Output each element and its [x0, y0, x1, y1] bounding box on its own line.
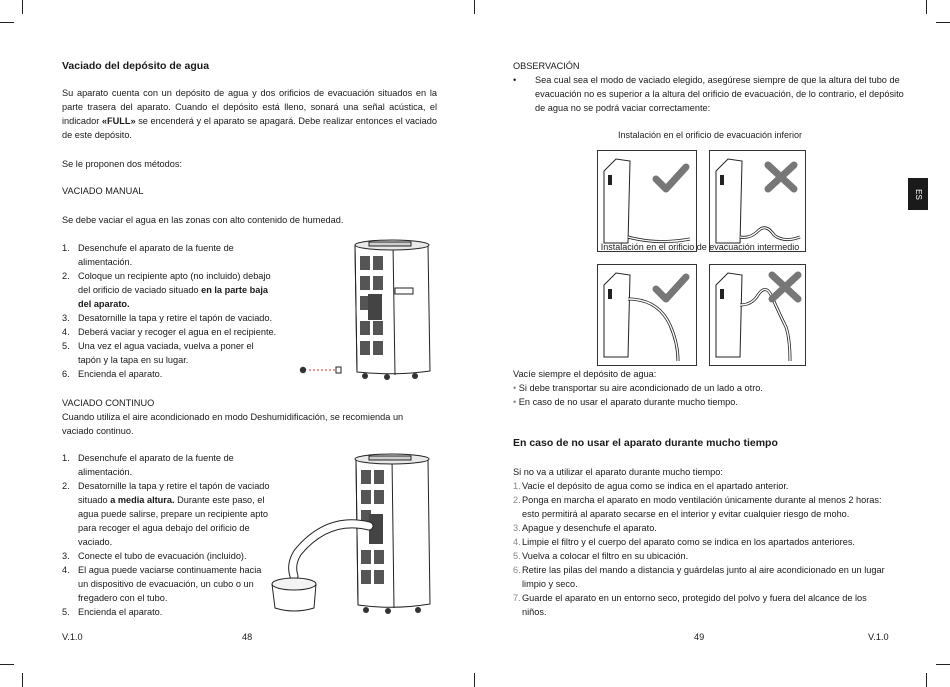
- diagram-svg: [710, 265, 805, 365]
- list-item: 4. El agua puede vaciarse continuamente hacia un dispositivo de evacuación, un cubo o un fregadero con el tubo.: [62, 565, 262, 603]
- list-item: 2. Coloque un recipiente apto (no incluido) debajo del orificio de vaciado situado en la parte baja del aparato.: [62, 271, 271, 309]
- list-item: 5. Vuelva a colocar el filtro en su ubicación.: [513, 551, 689, 561]
- list-item: 3. Conecte el tubo de evacuación (incluido).: [62, 551, 247, 561]
- caption-middle-drain: Instalación en el orificio de evacuación intermedio: [600, 242, 800, 252]
- incorrect-middle-drain-diagram: [709, 264, 806, 366]
- correct-middle-drain-diagram: [597, 264, 697, 366]
- always-empty-list: [513, 381, 891, 409]
- continuous-title: VACIADO CONTINUO: [62, 398, 155, 408]
- page-number: 49: [694, 632, 705, 642]
- ac-unit-manual-drain-illustration: [295, 236, 445, 386]
- ac-unit-continuous-drain-illustration: [268, 452, 448, 617]
- diagram-svg: [710, 151, 805, 251]
- list-item: 5. Encienda el aparato.: [62, 607, 163, 617]
- cross-icon: [768, 165, 794, 189]
- crop-mark: [936, 664, 950, 665]
- methods-text: Se le proponen dos métodos:: [62, 159, 183, 169]
- crop-mark: [926, 0, 927, 14]
- correct-lower-drain-diagram: [597, 150, 697, 252]
- full-indicator-label: «FULL»: [101, 116, 136, 126]
- list-item: 1. Desenchufe el aparato de la fuente de alimentación.: [62, 243, 234, 267]
- continuous-steps: [62, 451, 274, 619]
- observation-title: OBSERVACIÓN: [513, 61, 580, 71]
- check-icon: [656, 277, 686, 299]
- crop-mark: [22, 0, 23, 14]
- list-item: 4. Limpie el filtro y el cuerpo del aparato como se indica en los apartados anteriores.: [513, 537, 855, 547]
- list-item: 6. Retire las pilas del mando a distancia y guárdelas junto al aire acondicionado en un lugar limpio y seco.: [513, 565, 885, 589]
- list-item: 2. Desatornille la tapa y retire el tapón de vaciado situado a media altura. Durante este paso, el agua puede salirse, prepare un recipiente apto para recoger el agua debajo del orificio de vaciado.: [62, 481, 270, 547]
- observation-bullet: • Sea cual sea el modo de vaciado elegido, asegúrese siempre de que la altura del tubo de evacuación no es superior a la altura del orificio de evacuación, de lo contrario, el depósito de agua no se podrá vaciar correctamente:: [513, 75, 904, 113]
- list-item: 2. Ponga en marcha el aparato en modo ventilación únicamente durante al menos 2 horas: esto permitirá al aparato secarse en el interior y evitar cualquier riesgo de moho.: [513, 495, 882, 519]
- language-tab: ES: [908, 178, 928, 210]
- list-item: • En caso de no usar el aparato durante mucho tiempo.: [513, 397, 738, 407]
- incorrect-lower-drain-diagram: [709, 150, 806, 252]
- check-icon: [656, 167, 686, 189]
- crop-mark: [474, 673, 475, 687]
- footer-version: V.1.0: [62, 632, 83, 642]
- caption-lower-drain: Instalación en el orificio de evacuación inferior: [617, 130, 803, 140]
- list-item: 3. Desatornille la tapa y retire el tapón de vaciado.: [62, 313, 273, 323]
- crop-mark: [22, 673, 23, 687]
- intro-text: Su aparato cuenta con un depósito de agua y dos orificios de evacuación situados en la parte trasera del aparato. Cuando el depósito está lleno, sonará una señal acústica, el indicador: [62, 88, 437, 126]
- intro-text: se encenderá y el aparato se apagará. Debe realizar entonces el vaciado de este depósito.: [62, 116, 437, 140]
- diagram-svg: [598, 265, 696, 365]
- page-number: 48: [242, 632, 253, 642]
- list-item: 7. Guarde el aparato en un entorno seco, protegido del polvo y fuera del alcance de los niños.: [513, 593, 867, 617]
- always-empty-title: Vacíe siempre el depósito de agua:: [513, 369, 657, 379]
- intro-paragraph: [62, 86, 437, 142]
- list-item: 4. Deberá vaciar y recoger el agua en el recipiente.: [62, 327, 277, 337]
- cross-icon: [772, 275, 798, 299]
- crop-mark: [0, 22, 14, 23]
- crop-mark: [926, 673, 927, 687]
- section-title: Vaciado del depósito de agua: [62, 60, 210, 72]
- list-item: 1. Desenchufe el aparato de la fuente de alimentación.: [62, 453, 234, 477]
- diagram-svg: [598, 151, 696, 251]
- list-item: • Si debe transportar su aire acondicionado de un lado a otro.: [513, 383, 763, 393]
- list-item: 6. Encienda el aparato.: [62, 369, 163, 379]
- manual-steps: [62, 241, 277, 381]
- bullet-dot: •: [513, 75, 517, 85]
- no-use-title: En caso de no usar el aparato durante mucho tiempo: [513, 437, 778, 449]
- list-item: 5. Una vez el agua vaciada, vuelva a poner el tapón y la tapa en su lugar.: [62, 341, 254, 365]
- crop-mark: [474, 0, 475, 14]
- footer-version: V.1.0: [868, 632, 889, 642]
- continuous-description: Cuando utiliza el aire acondicionado en modo Deshumidificación, se recomienda un vaciado continuo.: [62, 412, 404, 436]
- no-use-steps: [513, 479, 893, 619]
- manual-title: VACIADO MANUAL: [62, 186, 144, 196]
- crop-mark: [936, 22, 950, 23]
- crop-mark: [0, 664, 14, 665]
- manual-description: Se debe vaciar el agua en las zonas con alto contenido de humedad.: [62, 215, 344, 225]
- no-use-intro: Si no va a utilizar el aparato durante mucho tiempo:: [513, 467, 723, 477]
- list-item: 1. Vacíe el depósito de agua como se indica en el apartado anterior.: [513, 481, 789, 491]
- list-item: 3. Apague y desenchufe el aparato.: [513, 523, 657, 533]
